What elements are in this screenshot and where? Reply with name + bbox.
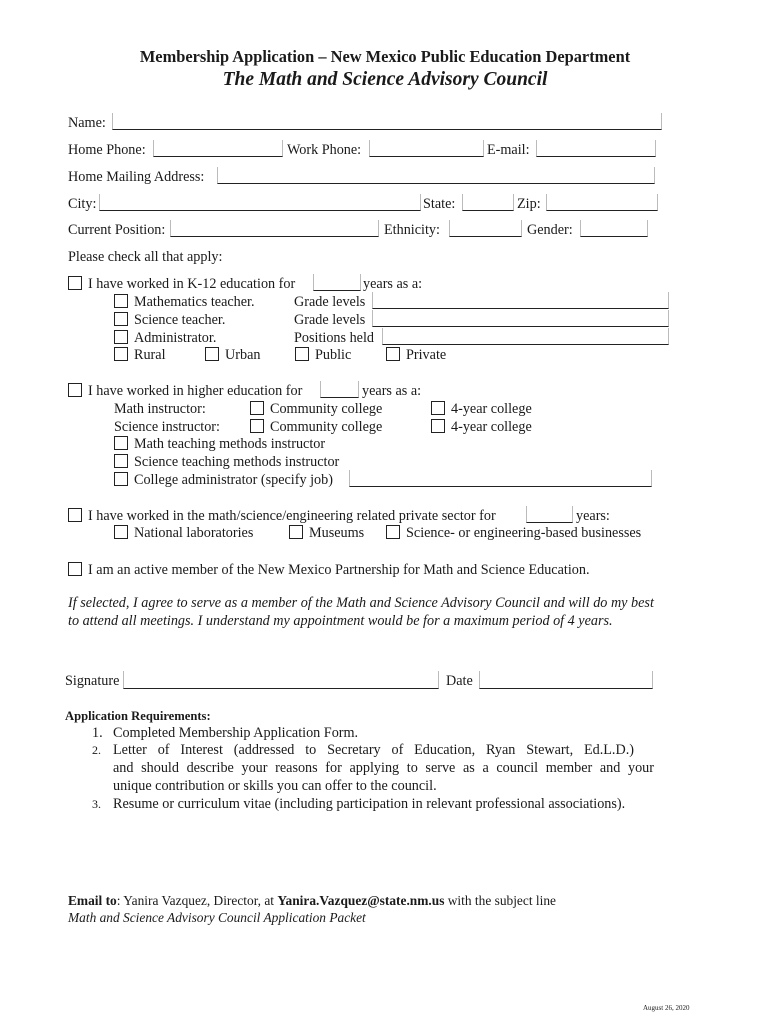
city-field[interactable]	[99, 194, 421, 211]
higher-ed-suffix: years as a:	[362, 383, 422, 399]
date-field[interactable]	[479, 671, 653, 689]
state-label: State:	[423, 196, 456, 212]
college-admin-label: College administrator (specify job)	[134, 472, 333, 488]
agreement-line-1: If selected, I agree to serve as a member of the Math and Science Advisory Council and will do my best	[68, 595, 654, 611]
position-label: Current Position:	[68, 222, 166, 238]
instructions: Please check all that apply:	[68, 249, 223, 265]
urban-label: Urban	[225, 347, 261, 363]
city-label: City:	[68, 196, 97, 212]
math-community-college-checkbox[interactable]	[250, 401, 264, 415]
date-label: Date	[446, 673, 473, 689]
work-phone-label: Work Phone:	[287, 142, 362, 158]
math-teacher-checkbox[interactable]	[114, 294, 128, 308]
businesses-label: Science- or engineering-based businesses	[406, 525, 642, 541]
math-grade-levels-field[interactable]	[372, 292, 669, 309]
science-grade-levels-field[interactable]	[372, 310, 669, 327]
email-text-1: : Yanira Vazquez, Director, at	[116, 893, 278, 908]
email-subject: Math and Science Advisory Council Application Packet	[68, 910, 366, 925]
gender-label: Gender:	[527, 222, 573, 238]
home-phone-field[interactable]	[153, 140, 283, 157]
math-methods-label: Math teaching methods instructor	[134, 436, 326, 452]
gender-field[interactable]	[580, 220, 648, 237]
museums-label: Museums	[309, 525, 365, 541]
math-grade-levels-label: Grade levels	[294, 294, 366, 310]
urban-checkbox[interactable]	[205, 347, 219, 361]
math-methods-checkbox[interactable]	[114, 436, 128, 450]
mailing-address-label: Home Mailing Address:	[68, 169, 205, 185]
math-four-year-label: 4-year college	[451, 401, 532, 417]
requirements-heading: Application Requirements:	[65, 709, 211, 723]
k12-years-field[interactable]	[313, 274, 361, 291]
k12-checkbox[interactable]	[68, 276, 82, 290]
signature-label: Signature	[65, 673, 120, 689]
higher-ed-years-field[interactable]	[320, 381, 359, 398]
science-methods-checkbox[interactable]	[114, 454, 128, 468]
science-four-year-checkbox[interactable]	[431, 419, 445, 433]
private-sector-years-field[interactable]	[526, 506, 573, 523]
requirement-item: Completed Membership Application Form.	[113, 725, 359, 741]
science-community-college-label: Community college	[270, 419, 383, 435]
signature-field[interactable]	[123, 671, 439, 689]
math-community-college-label: Community college	[270, 401, 383, 417]
email-text-2: with the subject line	[444, 893, 556, 908]
positions-held-label: Positions held	[294, 330, 375, 346]
agreement-line-2: to attend all meetings. I understand my appointment would be for a maximum period of 4 years.	[68, 613, 613, 629]
requirement-number: 2.	[92, 743, 101, 757]
work-phone-field[interactable]	[369, 140, 484, 157]
ethnicity-label: Ethnicity:	[384, 222, 440, 238]
requirement-number: 1.	[92, 725, 103, 741]
ethnicity-field[interactable]	[449, 220, 522, 237]
email-instructions	[68, 892, 556, 909]
partnership-label: I am an active member of the New Mexico Partnership for Math and Science Education.	[88, 562, 590, 578]
higher-ed-prefix: I have worked in higher education for	[88, 383, 303, 399]
partnership-checkbox[interactable]	[68, 562, 82, 576]
math-teacher-label: Mathematics teacher.	[134, 294, 255, 310]
email-field[interactable]	[536, 140, 656, 157]
public-label: Public	[315, 347, 352, 363]
k12-suffix: years as a:	[363, 276, 423, 292]
rural-checkbox[interactable]	[114, 347, 128, 361]
k12-prefix: I have worked in K-12 education for	[88, 276, 296, 292]
science-community-college-checkbox[interactable]	[250, 419, 264, 433]
page-title: Membership Application – New Mexico Public Education Department	[139, 47, 631, 66]
email-to-label: Email to	[68, 893, 117, 908]
name-label: Name:	[68, 115, 106, 131]
position-field[interactable]	[170, 220, 379, 237]
private-label: Private	[406, 347, 447, 363]
museums-checkbox[interactable]	[289, 525, 303, 539]
requirement-item: Resume or curriculum vitae (including participation in relevant professional associations).	[113, 796, 626, 812]
private-checkbox[interactable]	[386, 347, 400, 361]
name-field[interactable]	[112, 113, 662, 130]
national-labs-label: National laboratories	[134, 525, 254, 541]
email-label: E-mail:	[487, 142, 530, 158]
email-address-link[interactable]: Yanira.Vazquez@state.nm.us	[277, 893, 445, 908]
science-instructor-label: Science instructor:	[114, 419, 220, 435]
page-subtitle: The Math and Science Advisory Council	[222, 69, 548, 90]
science-grade-levels-label: Grade levels	[294, 312, 366, 328]
positions-held-field[interactable]	[382, 328, 669, 345]
science-teacher-label: Science teacher.	[134, 312, 226, 328]
math-instructor-label: Math instructor:	[114, 401, 206, 417]
requirement-item: Letter of Interest (addressed to Secretary of Education, Ryan Stewart, Ed.L.D.)	[113, 742, 634, 758]
national-labs-checkbox[interactable]	[114, 525, 128, 539]
higher-ed-checkbox[interactable]	[68, 383, 82, 397]
private-sector-checkbox[interactable]	[68, 508, 82, 522]
requirement-item: and should describe your reasons for applying to serve as a council member and your	[113, 760, 654, 776]
requirement-item: unique contribution or skills you can offer to the council.	[113, 778, 437, 794]
zip-field[interactable]	[546, 194, 658, 211]
public-checkbox[interactable]	[295, 347, 309, 361]
administrator-label: Administrator.	[134, 330, 217, 346]
science-four-year-label: 4-year college	[451, 419, 532, 435]
college-admin-checkbox[interactable]	[114, 472, 128, 486]
requirement-number: 3.	[92, 797, 101, 811]
mailing-address-field[interactable]	[217, 167, 655, 184]
businesses-checkbox[interactable]	[386, 525, 400, 539]
zip-label: Zip:	[517, 196, 541, 212]
science-teacher-checkbox[interactable]	[114, 312, 128, 326]
footer-date: August 26, 2020	[643, 1004, 690, 1012]
science-methods-label: Science teaching methods instructor	[134, 454, 340, 470]
college-admin-job-field[interactable]	[349, 470, 652, 487]
private-sector-prefix: I have worked in the math/science/engineering related private sector for	[88, 508, 496, 524]
home-phone-label: Home Phone:	[68, 142, 146, 158]
administrator-checkbox[interactable]	[114, 330, 128, 344]
rural-label: Rural	[134, 347, 166, 363]
private-sector-suffix: years:	[576, 508, 610, 524]
math-four-year-checkbox[interactable]	[431, 401, 445, 415]
state-field[interactable]	[462, 194, 514, 211]
